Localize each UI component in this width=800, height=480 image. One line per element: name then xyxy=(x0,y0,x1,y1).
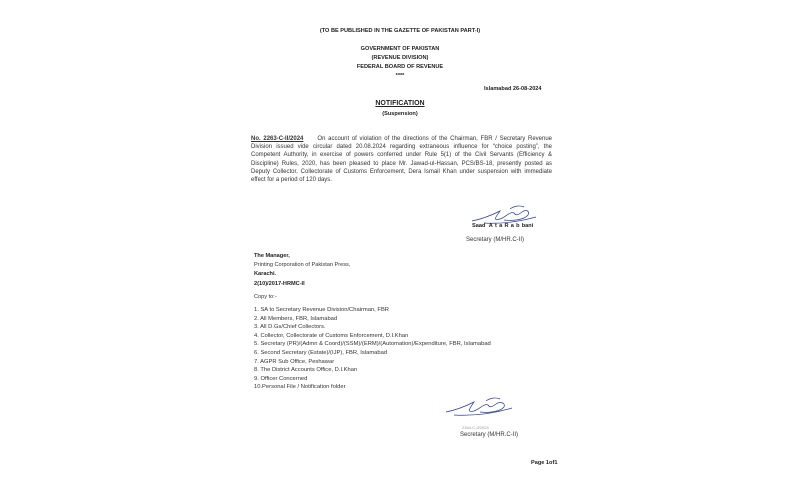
notification-subtitle: (Suspension) xyxy=(382,111,418,117)
reference-number: No. 2263-C-II/2024 xyxy=(251,136,304,142)
copy-to-label: Copy to:- xyxy=(254,294,277,300)
list-item: 4. Collector, Collectorate of Customs Enforcement, D.I.Khan xyxy=(254,332,409,339)
addressee-org: Printing Corporation of Pakistan Press, xyxy=(254,262,351,268)
division-heading: (REVENUE DIVISION) xyxy=(371,55,429,61)
signature-stamp-text: 2264-C-II/2024 xyxy=(462,425,489,430)
page-number: Page 1of1 xyxy=(531,460,558,466)
list-item: 10.Personal File / Notification folder xyxy=(254,384,346,391)
signatory-top-designation: Secretary (M/HR.C-II) xyxy=(466,237,525,243)
stars-separator: **** xyxy=(395,73,405,79)
list-item: 2. All Members, FBR, Islamabad xyxy=(254,315,338,322)
signatory-bottom-designation: Secretary (M/HR.C-II) xyxy=(460,432,519,438)
list-item: 1. SA to Secretary Revenue Division/Chairman, FBR xyxy=(254,307,389,313)
list-item: 9. Officer Concerned xyxy=(254,375,308,382)
list-item: 3. All D.Gs/Chief Collectors. xyxy=(254,324,326,331)
body-text: On account of violation of the directions of the Chairman, FBR / Secretary Revenue Division issued vide circular dated 20.08.2024 regarding extraneous influence for “choice posting”, the Competent Authority, in exercise of powers conferred under Rule 5(1) of the Civil Servants (Efficiency & Discipline) Rules, 2020, has been pleased to place Mr. Jawad-ul-Hassan, PCS/BS-18, presently posted as Deputy Collector, Collectorate of Customs Enforcement, Dera Ismail Khan under suspension with immediate effect for a period of 120 days. xyxy=(251,136,552,184)
list-item: 5. Secretary (PR)/(Admn & Coord)/(SSM)/(ERM)/(Automation)/Expenditure, FBR, Islamabad xyxy=(254,341,491,348)
copy-list xyxy=(254,306,491,392)
signature-bottom-image xyxy=(444,396,516,422)
place-date: Islamabad 26-08-2024 xyxy=(484,86,542,92)
government-heading: GOVERNMENT OF PAKISTAN xyxy=(360,46,440,52)
file-number: 2(10)/2017-HRMC-II xyxy=(254,281,305,287)
addressee-city: Karachi. xyxy=(254,271,277,277)
gazette-line: (TO BE PUBLISHED IN THE GAZETTE OF PAKISTAN PART-I) xyxy=(319,28,481,34)
addressee-to: The Manager, xyxy=(254,253,290,259)
board-heading: FEDERAL BOARD OF REVENUE xyxy=(356,64,444,70)
notification-body xyxy=(251,135,552,184)
list-item: 6. Second Secretary (Estate)/(IJP), FBR, Islamabad xyxy=(254,349,388,356)
list-item: 8. The District Accounts Office, D.I.Khan xyxy=(254,367,358,374)
notification-title: NOTIFICATION xyxy=(375,100,425,107)
list-item: 7. AGPR Sub Office, Peshawar xyxy=(254,358,335,365)
signatory-top-name: Saad A t a R a b bani xyxy=(472,223,534,229)
